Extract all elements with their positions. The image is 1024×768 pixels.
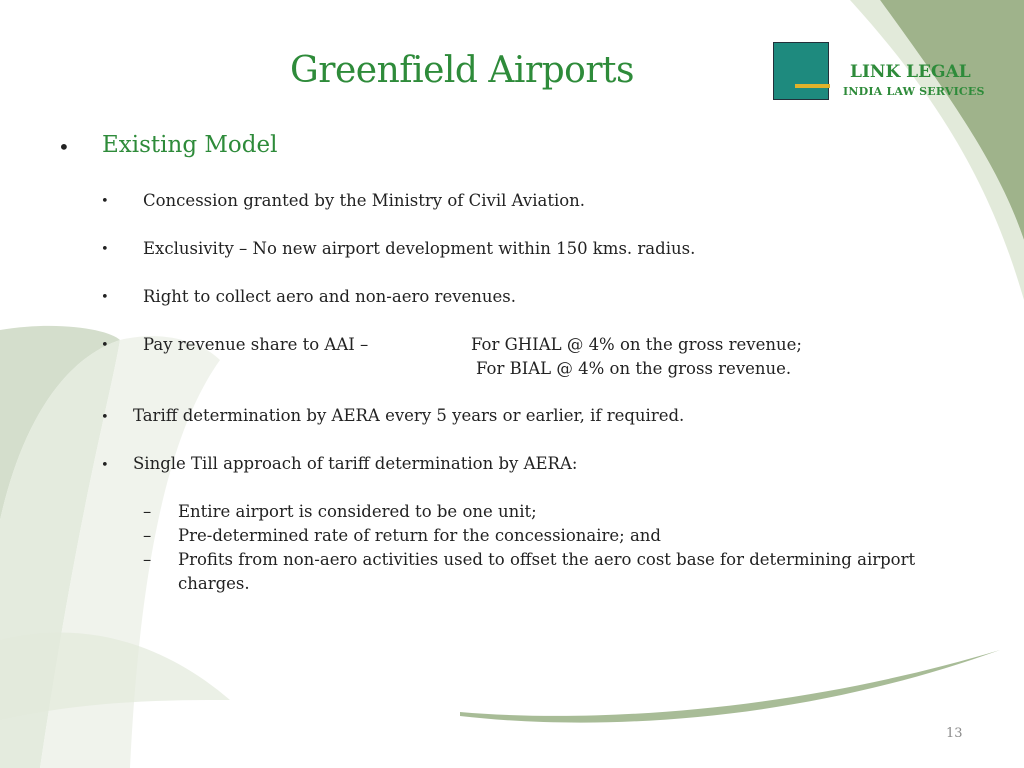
sub-item-rate-of-return: Pre-determined rate of return for the concessionaire; and: [178, 526, 661, 545]
heading-bullet: •: [58, 135, 70, 159]
bullet-exclusivity: Exclusivity – No new airport development within 150 kms. radius.: [143, 239, 696, 258]
sub-item-profits: Profits from non-aero activities used to offset the aero cost base for determining airport: [178, 550, 916, 569]
bullet-revenue-share: Pay revenue share to AAI –: [143, 335, 369, 354]
revenue-share-ghial: For GHIAL @ 4% on the gross revenue;: [471, 335, 802, 354]
bullet-glyph: •: [101, 410, 109, 425]
section-heading: Existing Model: [102, 132, 278, 158]
bullet-concession: Concession granted by the Ministry of Civil Aviation.: [143, 191, 586, 210]
bullet-glyph: •: [101, 194, 109, 209]
bullet-revenues: Right to collect aero and non-aero revenues.: [143, 287, 517, 306]
logo-accent-bar: [795, 84, 830, 88]
bullet-glyph: •: [101, 242, 109, 257]
page-number: 13: [946, 726, 963, 741]
sub-item-profits-continued: charges.: [178, 574, 250, 593]
sub-item-one-unit: Entire airport is considered to be one unit;: [178, 502, 537, 521]
logo-name: LINK LEGAL: [850, 62, 971, 82]
dash-glyph: –: [143, 550, 152, 569]
bottom-swoosh-line: [460, 650, 1000, 723]
bullet-single-till: Single Till approach of tariff determination by AERA:: [133, 454, 578, 473]
bullet-glyph: •: [101, 458, 109, 473]
revenue-share-bial: For BIAL @ 4% on the gross revenue.: [476, 359, 792, 378]
dash-glyph: –: [143, 502, 152, 521]
logo-tagline: INDIA LAW SERVICES: [843, 85, 985, 98]
bullet-tariff: Tariff determination by AERA every 5 years or earlier, if required.: [133, 406, 685, 425]
logo-mark: [773, 42, 829, 100]
dash-glyph: –: [143, 526, 152, 545]
slide-title: Greenfield Airports: [290, 50, 634, 91]
bullet-glyph: •: [101, 290, 109, 305]
bullet-glyph: •: [101, 338, 109, 353]
